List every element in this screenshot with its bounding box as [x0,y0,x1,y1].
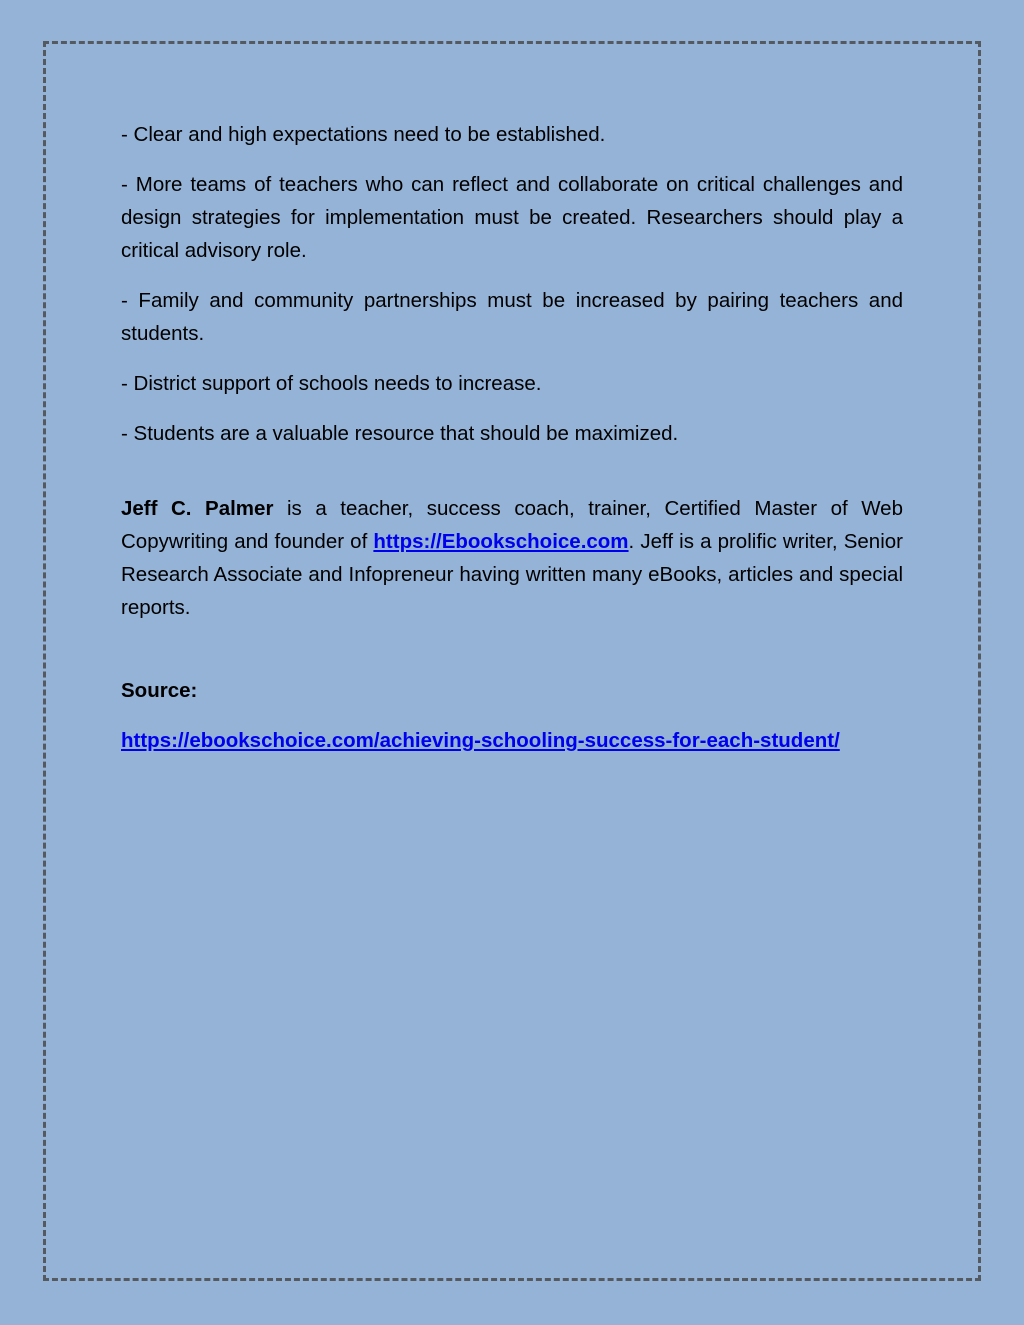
source-link-line [121,724,903,757]
bio-text-before-link: is a teacher, success coach, trainer, Certified Master of Web Copywriting and founder of [121,497,903,553]
ebookschoice-link[interactable]: https://Ebookschoice.com [373,530,629,553]
bullet-teacher-teams: - More teams of teachers who can reflect and collaborate on critical challenges and design strategies for implementation must be created. Researchers should play a critical advisory role. [121,173,903,262]
author-name: Jeff C. Palmer [121,497,274,520]
bullet-district-support: - District support of schools needs to increase. [121,372,542,395]
source-label: Source: [121,679,198,702]
source-link[interactable]: https://ebookschoice.com/achieving-schooling-success-for-each-student/ [121,729,840,752]
bullet-partnerships: - Family and community partnerships must be increased by pairing teachers and students. [121,289,903,345]
bio-text-after-link: . Jeff is a prolific writer, Senior Research Associate and Infopreneur having written many eBooks, articles and special reports. [121,530,903,619]
bullet-students-resource: - Students are a valuable resource that should be maximized. [121,422,679,445]
bullet-expectations: - Clear and high expectations need to be established. [121,123,606,146]
document-body [121,118,903,774]
author-bio [121,492,903,624]
